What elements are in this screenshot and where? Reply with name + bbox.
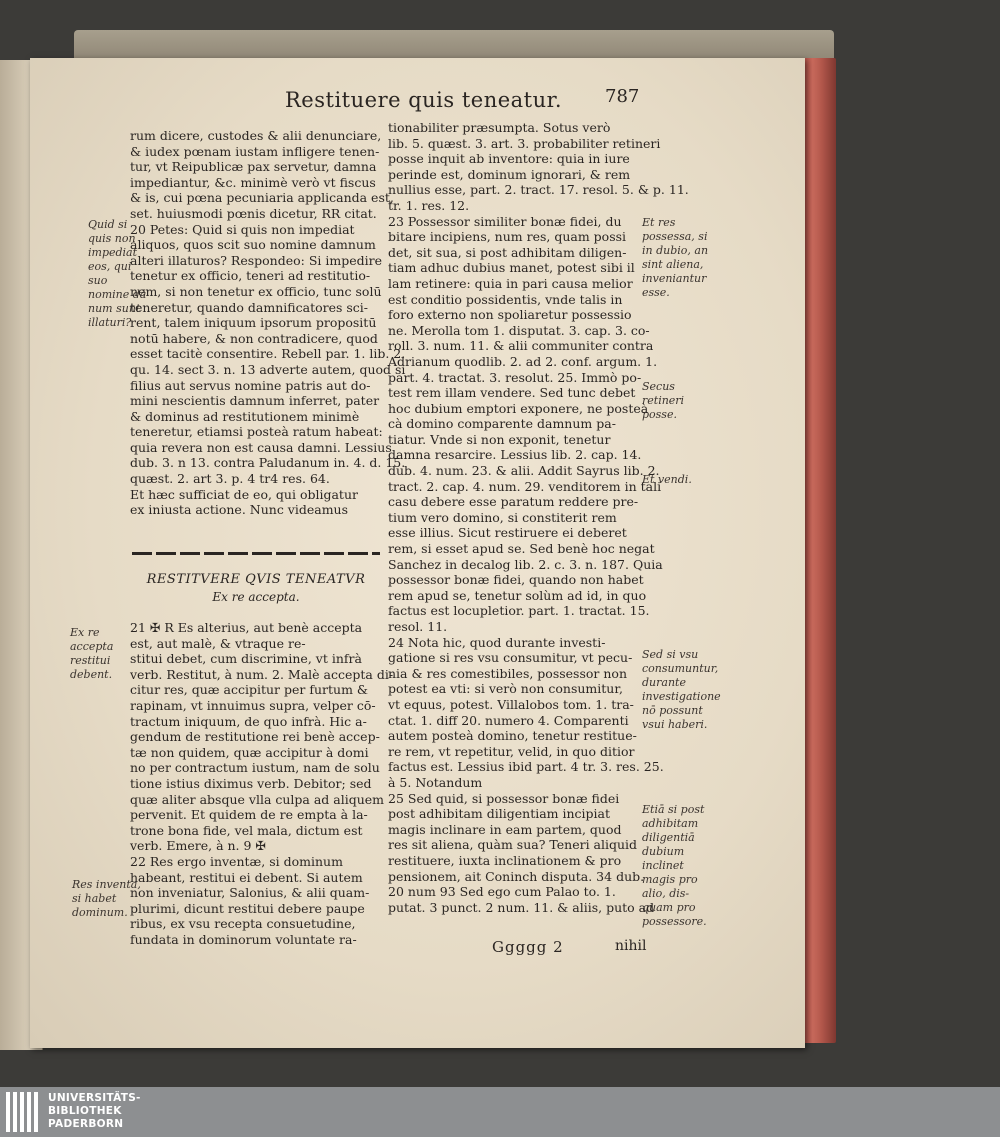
- text-line: est conditio possidentis, vnde talis in: [388, 291, 623, 307]
- text-line: pensionem, ait Coninch disputa. 34 dub.: [388, 868, 645, 884]
- text-line: autem posteà domino, tenetur restitue-: [388, 728, 637, 744]
- text-line: 22 Res ergo inventæ, si dominum: [130, 853, 343, 869]
- text-line: tract. 2. cap. 4. num. 29. venditorem in tali: [388, 478, 662, 494]
- text-line: impediantur, &c. minimè verò vt fiscus: [130, 174, 376, 190]
- text-line: & is, cui pœna pecuniaria applicanda est,: [130, 190, 394, 206]
- text-line: rent, talem iniquum ipsorum propositū: [130, 315, 377, 331]
- text-line: rem apud se, tenetur solùm ad id, in quo: [388, 587, 647, 603]
- text-line: plurimi, dicunt restitui debere paupe: [130, 900, 365, 916]
- catchword: nihil: [615, 938, 647, 954]
- text-line: putat. 3 punct. 2 num. 11. & aliis, puto ad: [388, 899, 655, 915]
- text-line: 20 Petes: Quid si quis non impediat: [130, 221, 355, 237]
- text-line: habeant, restitui ei debent. Si autem: [130, 869, 363, 885]
- text-line: aliquos, quos scit suo nomine damnum: [130, 237, 376, 253]
- text-line: qu. 14. sect 3. n. 13 adverte autem, quod si: [130, 361, 406, 377]
- text-line: resol. 11.: [388, 619, 448, 634]
- text-line: part. 4. tractat. 3. resolut. 25. Immò po-: [388, 369, 642, 385]
- text-line: dub. 3. n 13. contra Paludanum in. 4. d. 15.: [130, 455, 406, 471]
- text-line: citur res, quæ accipitur per furtum &: [130, 682, 369, 698]
- text-line: casu debere esse paratum reddere pre-: [388, 494, 639, 510]
- text-line: perinde est, dominum ignorari, & rem: [388, 166, 631, 182]
- text-line: nia & res comestibiles, possessor non: [388, 665, 627, 681]
- text-line: damna resarcire. Lessius lib. 2. cap. 14.: [388, 447, 642, 463]
- text-line: gendum de restitutione rei benè accep-: [130, 729, 380, 745]
- text-line: quæst. 2. art 3. p. 4 tr4 res. 64.: [130, 471, 330, 487]
- book-page: [30, 58, 805, 1048]
- section-divider: [132, 552, 380, 555]
- text-line: dub. 4. num. 23. & alii. Addit Sayrus lib. 2.: [388, 463, 660, 479]
- text-line: lib. 5. quæst. 3. art. 3. probabiliter retineri: [388, 135, 661, 151]
- text-line: nullius esse, part. 2. tract. 17. resol. 5. & p. 11.: [388, 182, 689, 198]
- text-line: roll. 3. num. 11. & alii communiter contra: [388, 338, 654, 354]
- text-line: tenetur ex officio, teneri ad restitutio-: [130, 268, 371, 284]
- text-line: tr. 1. res. 12.: [388, 197, 470, 213]
- library-logo-icon: [6, 1092, 40, 1132]
- text-line: tur, vt Reipublicæ pax servetur, damna: [130, 159, 377, 175]
- text-line: vt equus, potest. Villalobos tom. 1. tra-: [388, 696, 634, 712]
- text-line: Adrianum quodlib. 2. ad 2. conf. argum. 1.: [388, 353, 658, 369]
- margin-note: Et vendi.: [642, 473, 692, 486]
- text-line: hoc dubium emptori exponere, ne posteà: [388, 400, 649, 416]
- text-line: test rem illam vendere. Sed tunc debet: [388, 385, 636, 401]
- text-line: quæ aliter absque vlla culpa ad aliquem: [130, 791, 385, 807]
- text-line: tiatur. Vnde si non exponit, tenetur: [388, 431, 611, 447]
- text-line: post adhibitam diligentiam incipiat: [388, 806, 611, 822]
- text-line: restituere, iuxta inclinationem & pro: [388, 852, 622, 868]
- text-line: ctat. 1. diff 20. numero 4. Comparenti: [388, 712, 629, 728]
- text-line: pervenit. Et quidem de re empta à la-: [130, 807, 368, 823]
- text-line: cà domino comparente damnum pa-: [388, 416, 616, 432]
- text-line: tractum iniquum, de quo infrà. Hic a-: [130, 713, 367, 729]
- text-line: notū habere, & non contradicere, quod: [130, 330, 378, 346]
- text-line: factus est locupletior. part. 1. tractat. 15.: [388, 603, 650, 619]
- text-line: filius aut servus nomine patris aut do-: [130, 377, 371, 393]
- text-line: esset tacitè consentire. Rebell par. 1. lib. 2.: [130, 346, 406, 362]
- text-line: no per contractum iustum, nam de solu: [130, 760, 380, 776]
- text-line: stitui debet, cum discrimine, vt infrà: [130, 651, 362, 667]
- text-line: magis inclinare in eam partem, quod: [388, 821, 622, 837]
- text-line: gatione si res vsu consumitur, vt pecu-: [388, 650, 633, 666]
- text-line: rapinam, vt innuimus supra, velper cō-: [130, 697, 376, 713]
- text-line: re rem, vt repetitur, velid, in quo ditior: [388, 743, 635, 759]
- left-column-top: [130, 128, 406, 518]
- text-line: nem, si non tenetur ex officio, tunc solū: [130, 283, 382, 299]
- text-line: verb. Restitut, à num. 2. Malè accepta di-: [130, 666, 394, 682]
- signature-mark: Ggggg 2: [492, 938, 564, 956]
- text-line: det, sit sua, si post adhibitam diligen-: [388, 244, 627, 260]
- section-subtitle: Ex re accepta.: [212, 590, 300, 604]
- text-line: Sanchez in decalog lib. 2. c. 3. n. 187. Quia: [388, 556, 663, 572]
- text-line: & dominus ad restitutionem minimè: [130, 408, 360, 424]
- text-line: bitare incipiens, num res, quam possi: [388, 229, 627, 245]
- text-line: tium vero domino, si constiterit rem: [388, 509, 617, 525]
- margin-note: Etiā si post adhibitam diligentiā dubium inclinet magis pro alio, dis- quam pro possessore.: [642, 803, 707, 928]
- text-line: quia revera non est causa damni. Lessius: [130, 439, 392, 455]
- text-line: verb. Emere, à n. 9 ✠: [130, 838, 266, 854]
- text-line: 24 Nota hic, quod durante investi-: [388, 634, 606, 650]
- text-line: ex iniusta actione. Nunc videamus: [130, 502, 349, 518]
- text-line: à 5. Notandum: [388, 774, 483, 790]
- margin-note: Quid si quis non impediat eos, qui suo nomine dā num sunt illaturi?: [88, 218, 147, 329]
- section-title: RESTITVERE QVIS TENEATVR: [146, 572, 366, 587]
- red-page-edges: [800, 58, 836, 1043]
- text-line: alteri illaturos? Respondeo: Si impedire: [130, 252, 382, 268]
- text-line: posse inquit ab inventore: quia in iure: [388, 151, 630, 167]
- text-line: tæ non quidem, quæ accipitur à domi: [130, 744, 369, 760]
- margin-note: Ex re accepta restitui debent.: [70, 626, 114, 681]
- margin-note: Secus retineri posse.: [642, 380, 685, 421]
- running-head: Restituere quis teneatur.: [285, 88, 563, 112]
- text-line: factus est. Lessius ibid part. 4 tr. 3. res. 25.: [388, 759, 664, 775]
- text-line: rem, si esset apud se. Sed benè hoc negat: [388, 541, 655, 557]
- text-line: ne. Merolla tom 1. disputat. 3. cap. 3. co-: [388, 322, 650, 338]
- text-line: res sit aliena, quàm sua? Teneri aliquid: [388, 837, 638, 853]
- margin-note: Res inventa, si habet dominum.: [72, 878, 141, 919]
- text-line: potest ea vti: si verò non consumitur,: [388, 681, 623, 697]
- text-line: set. huiusmodi pœnis dicetur, RR citat.: [130, 205, 377, 221]
- text-line: 25 Sed quid, si possessor bonæ fidei: [388, 790, 620, 806]
- logo-line: UNIVERSITÄTS-: [48, 1092, 141, 1104]
- text-line: tionabiliter præsumpta. Sotus verò: [388, 120, 611, 135]
- text-line: esse illius. Sicut restiruere ei deberet: [388, 525, 627, 541]
- logo-line: PADERBORN: [48, 1118, 124, 1130]
- logo-line: BIBLIOTHEK: [48, 1105, 122, 1117]
- text-line: 20 num 93 Sed ego cum Palao to. 1.: [388, 884, 616, 900]
- left-column-bottom: [130, 620, 394, 947]
- text-line: teneretur, etiamsi posteà ratum habeat:: [130, 424, 383, 440]
- library-logo-text: [48, 1092, 141, 1131]
- text-line: 21 ✠ R Es alterius, aut benè accepta: [130, 620, 363, 635]
- text-line: rum dicere, custodes & alii denunciare,: [130, 128, 382, 143]
- margin-note: Sed si vsu consumuntur, durante investigatione nō possunt vsui haberi.: [642, 648, 721, 731]
- text-line: possessor bonæ fidei, quando non habet: [388, 572, 644, 588]
- text-line: Et hæc sufficiat de eo, qui obligatur: [130, 486, 358, 502]
- text-line: & iudex pœnam iustam infligere tenen-: [130, 143, 380, 159]
- text-line: mini nescientis damnum inferret, pater: [130, 393, 380, 409]
- margin-note: Et res possessa, si in dubio, an sint aliena, inveniantur esse.: [642, 216, 709, 299]
- text-line: tione istius diximus verb. Debitor; sed: [130, 775, 372, 791]
- text-line: tiam adhuc dubius manet, potest sibi il: [388, 260, 635, 276]
- text-line: lam retinere: quia in pari causa melior: [388, 275, 633, 291]
- page-number: 787: [605, 86, 640, 107]
- text-line: est, aut malè, & vtraque re-: [130, 635, 306, 651]
- text-line: fundata in dominorum voluntate ra-: [130, 931, 357, 947]
- text-line: teneretur, quando damnificatores sci-: [130, 299, 369, 315]
- text-line: ribus, ex vsu recepta consuetudine,: [130, 916, 356, 932]
- text-line: trone bona fide, vel mala, dictum est: [130, 822, 363, 838]
- text-line: non inveniatur, Salonius, & alii quam-: [130, 885, 370, 901]
- text-line: foro externo non spoliaretur possessio: [388, 307, 632, 323]
- text-line: 23 Possessor similiter bonæ fidei, du: [388, 213, 622, 229]
- footer-bar: [0, 1087, 1000, 1137]
